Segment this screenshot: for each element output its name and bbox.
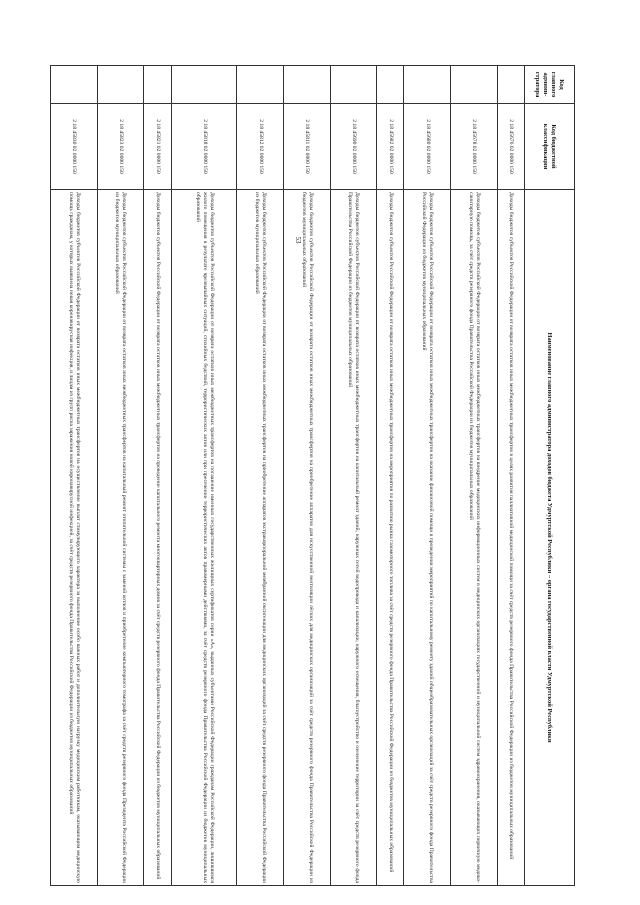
admin-code-cell: [497, 66, 524, 104]
header-administrator-name: Наименование главного администратора доходов бюджета Удмуртской Республики – органа государственной власти Удмуртской Республики: [525, 190, 575, 886]
admin-code-cell: [51, 66, 98, 104]
budget-code-cell: 2 18 45811 02 0000 150: [283, 104, 330, 190]
description-cell: Доходы бюджетов субъектов Российской Федерации от возврата остатков иных межбюджетных трансфертов в целях развития паллиативной медицинской помощи за счёт средств резервного фонда Правительства Российской Федерации из бюджетов муниципальных образований: [497, 190, 524, 886]
description-cell: Доходы бюджетов субъектов Российской Федерации от возврата остатков иных межбюджетных трансфертов на приобретение аппаратов экстракорпоральной мембранной оксигенации для медицинских организаций за счёт средств резервного фонда Правительства Российской Федерации из бюджетов муниципальных образований: [237, 190, 284, 886]
description-cell: Доходы бюджетов субъектов Российской Федерации от возврата остатков иных межбюджетных трансфертов на погашение именных государственных жилищных сертификатов серии «А», выданных субъектами Российской Федерации гражданам Российской Федерации, лишившимся жилого помещения в результате чрезвычайных ситуаций, стихийных бедствий, террористических актов или при пресечении террористических актов правомерными действиями, за счёт средств резервного фонда Правительства Российской Федерации из бюджетов муниципальных образований: [171, 190, 237, 886]
page-number: 53: [294, 236, 302, 244]
table-container: [50, 65, 575, 885]
description-cell: Доходы бюджетов субъектов Российской Федерации от возврата остатков иных межбюджетных трансфертов на проведение капитального ремонта многоквартирных домов за счёт средств резервного фонда Правительства Российской Федерации из бюджетов муниципальных образований: [144, 190, 171, 886]
table-row: [451, 66, 498, 886]
admin-code-cell: [330, 66, 377, 104]
admin-code-cell: [97, 66, 144, 104]
budget-code-cell: 2 18 45830 02 0000 150: [51, 104, 98, 190]
table-row: [144, 66, 171, 886]
rotated-table: [50, 65, 575, 885]
table-row: [51, 66, 98, 886]
table-header-row: [525, 66, 575, 886]
budget-code-cell: 2 18 45678 02 0000 150: [451, 104, 498, 190]
description-cell: Доходы бюджетов субъектов Российской Федерации от возврата остатков иных межбюджетных трансфертов на осуществление выплат стимулирующего характера за выполнение особо важных работ и дополнительную нагрузку медицинским работникам, оказывающим медицинскую помощь гражданам, у которых выявлена новая коронавирусная инфекция, и лицам из групп риска заражения новой коронавирусной инфекцией, за счёт средств резервного фонда Правительства Российской Федерации из бюджетов муниципальных образований: [51, 190, 98, 886]
table-row: [97, 66, 144, 886]
table-row: [237, 66, 284, 886]
table-row: [330, 66, 377, 886]
table-row: [497, 66, 524, 886]
admin-code-cell: [237, 66, 284, 104]
admin-code-cell: [404, 66, 451, 104]
admin-code-cell: [377, 66, 404, 104]
header-admin-code: Код главного админи-стратора: [525, 66, 575, 104]
table-row: [377, 66, 404, 886]
revenue-codes-table: [50, 65, 575, 886]
admin-code-cell: [451, 66, 498, 104]
budget-code-cell: 2 18 45676 02 0000 150: [497, 104, 524, 190]
description-cell: Доходы бюджетов субъектов Российской Федерации от возврата остатков иных межбюджетных трансфертов на капитальный ремонт отопительной системы с заменой котлов и приобретение компьютерного томографа за счёт средств резервного фонда Президента Российской Федерации из бюджетов муниципальных образований: [97, 190, 144, 886]
description-cell: Доходы бюджетов субъектов Российской Федерации от возврата остатков иных межбюджетных трансфертов на капитальный ремонт зданий, наружных сетей водопровода и канализации, наружного освещения, благоустройство и озеленение территории за счёт средств резервного фонда Правительства Российской Федерации из бюджетов муниципальных образований: [330, 190, 377, 886]
admin-code-cell: [144, 66, 171, 104]
budget-code-cell: 2 18 45821 02 0000 150: [144, 104, 171, 190]
admin-code-cell: [283, 66, 330, 104]
header-budget-code: Код бюджетной классификации: [525, 104, 575, 190]
description-cell: Доходы бюджетов субъектов Российской Федерации от возврата остатков иных межбюджетных трансфертов на оказание финансовой помощи в проведении мероприятий по капитальному ремонту зданий общеобразовательных организаций за счёт средств резервного фонда Правительства Российской Федерации из бюджетов муниципальных образований: [404, 190, 451, 886]
budget-code-cell: 2 18 45818 02 0000 150: [171, 104, 237, 190]
table-row: [404, 66, 451, 886]
budget-code-cell: 2 18 45690 02 0000 150: [330, 104, 377, 190]
description-cell: Доходы бюджетов субъектов Российской Федерации от возврата остатков иных межбюджетных трансфертов на внедрение медицинских информационных систем в медицинских организациях государственной и муниципальной систем здравоохранения, оказывающих первичную медико-санитарную помощь, за счёт средств резервного фонда Правительства Российской Федерации из бюджетов муниципальных образований: [451, 190, 498, 886]
table-row: [283, 66, 330, 886]
budget-code-cell: 2 18 45682 02 0000 150: [377, 104, 404, 190]
table-row: [171, 66, 237, 886]
budget-code-cell: 2 18 45680 02 0000 150: [404, 104, 451, 190]
description-cell: Доходы бюджетов субъектов Российской Федерации от возврата остатков иных межбюджетных трансфертов на мероприятия по развитию рынка газомоторного топлива за счёт средств резервного фонда Правительства Российской Федерации из бюджетов муниципальных образований: [377, 190, 404, 886]
budget-code-cell: 2 18 45812 02 0000 150: [237, 104, 284, 190]
budget-code-cell: 2 18 45823 02 0000 150: [97, 104, 144, 190]
admin-code-cell: [171, 66, 237, 104]
description-cell: Доходы бюджетов субъектов Российской Федерации от возврата остатков иных межбюджетных трансфертов на приобретение аппаратов для искусственной вентиляции лёгких для медицинских организаций за счёт средств резервного фонда Правительства Российской Федерации из бюджетов муниципальных образований: [283, 190, 330, 886]
